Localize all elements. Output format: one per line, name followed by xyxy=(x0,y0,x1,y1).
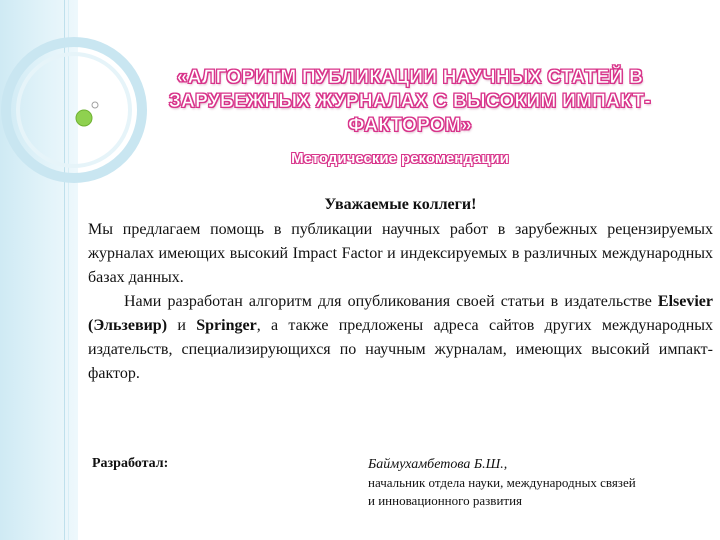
paragraph-algorithm-part2: и xyxy=(167,317,197,334)
publisher-elsevier: Elsevier (Эльзевир) xyxy=(88,293,713,334)
author-block xyxy=(368,456,708,510)
publisher-springer: Springer xyxy=(196,317,257,334)
decorative-ring-inner xyxy=(18,54,130,166)
author-position-line2: и инновационного развития xyxy=(368,493,523,508)
paragraph-algorithm xyxy=(88,290,713,386)
paragraph-algorithm-part3: , а также предложены адреса сайтов других международных издательств, специализирующихся по научным журналам, имеющих высокий импакт-фактор. xyxy=(88,317,714,382)
greeting: Уважаемые коллеги! xyxy=(324,196,477,213)
decorative-dot-green xyxy=(76,110,92,126)
decorative-ring-large xyxy=(6,42,142,178)
paragraph-offer: Мы предлагаем помощь в публикации научных работ в зарубежных рецензируемых журналах имеющих высокий Impact Factor и индексируемых в различных международных базах данных. xyxy=(88,221,713,286)
developer-label: Разработал: xyxy=(92,456,169,471)
author-name: Баймухамбетова Б.Ш., xyxy=(368,457,508,472)
body-text xyxy=(88,218,713,386)
page-subtitle: Методические рекомендации xyxy=(291,150,509,167)
author-position-line1: начальник отдела науки, международных связей xyxy=(368,475,636,490)
decorative-dot-small xyxy=(92,102,98,108)
paragraph-algorithm-part1: Нами разработан алгоритм для опубликования своей статьи в издательстве xyxy=(124,293,658,310)
page-title: «АЛГОРИТМ ПУБЛИКАЦИИ НАУЧНЫХ СТАТЕЙ В ЗАРУБЕЖНЫХ ЖУРНАЛАХ С ВЫСОКИМ ИМПАКТ-ФАКТОРОМ» xyxy=(168,67,652,136)
